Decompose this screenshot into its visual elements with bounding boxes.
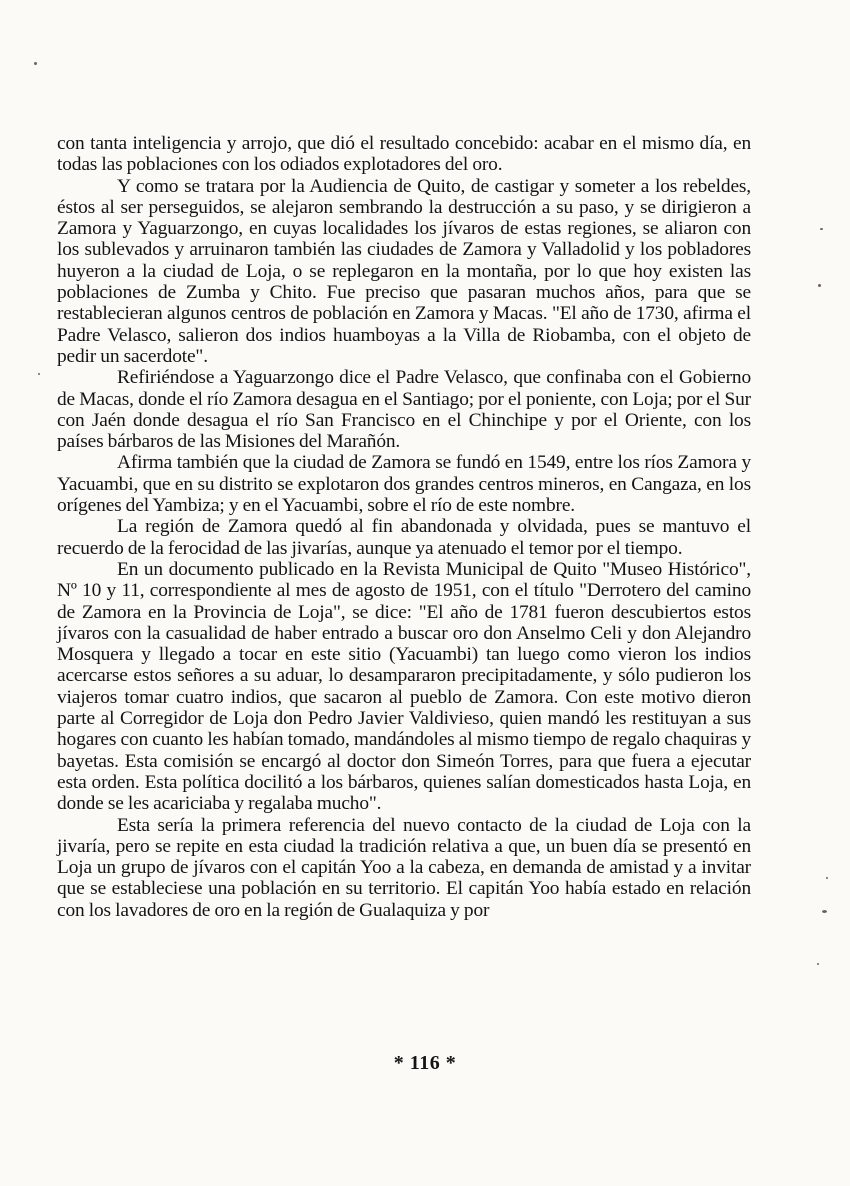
scan-speck: [818, 284, 821, 287]
scan-speck: [38, 373, 40, 375]
paragraph-3: Refiriéndose a Yaguarzongo dice el Padre Velasco, que confinaba con el Gobierno de Macas, donde el río Zamora desagua en el Santiago; por el poniente, con Loja; por el Sur con Jaén donde desagua el río San Francisco en el Chinchipe y por el Oriente, con los países bárbaros de las Misiones del Marañón.: [57, 367, 751, 453]
paragraph-5: La región de Zamora quedó al fin abandonada y olvidada, pues se mantuvo el recuerdo de la ferocidad de las jivarías, aunque ya atenuado el temor por el tiempo.: [57, 516, 751, 559]
paragraph-1: con tanta inteligencia y arrojo, que dió el resultado concebido: acabar en el mismo día, en todas las poblaciones con los odiados explotadores del oro.: [57, 133, 751, 176]
paragraph-7: Esta sería la primera referencia del nuevo contacto de la ciudad de Loja con la jivaría, pero se repite en esta ciudad la tradición relativa a que, un buen día se presentó en Loja un grupo de jívaros con el capitán Yoo a la cabeza, en demanda de amistad y a invitar que se estableciese una población en su territorio. El capitán Yoo había estado en relación con los lavadores de oro en la región de Gualaquiza y por: [57, 814, 751, 921]
scan-speck: [826, 877, 828, 879]
page-number: * 116 *: [393, 1052, 457, 1074]
paragraph-2: Y como se tratara por la Audiencia de Quito, de castigar y someter a los rebeldes, éstos al ser perseguidos, se alejaron sembrando la destrucción a su paso, y se dirigieron a Zamora y Yaguarzongo, en cuyas localidades los jívaros de estas regiones, se aliaron con los sublevados y arruinaron también las ciudades de Zamora y Valladolid y los pobladores huyeron a la ciudad de Loja, o se replegaron en la montaña, por lo que hoy existen las poblaciones de Zumba y Chito. Fue preciso que pasaran muchos años, para que se restablecieran algunos centros de población en Zamora y Macas. "El año de 1730, afirma el Padre Velasco, salieron dos indios huamboyas a la Villa de Riobamba, con el objeto de pedir un sacerdote".: [57, 175, 751, 367]
body-text: [57, 133, 751, 921]
scan-speck: [822, 910, 827, 913]
scan-speck: [34, 62, 37, 65]
scan-speck: [820, 228, 823, 230]
paragraph-6: En un documento publicado en la Revista Municipal de Quito "Museo Histórico", Nº 10 y 11, correspondiente al mes de agosto de 1951, con el título "Derrotero del camino de Zamora en la Provincia de Loja", se dice: "El año de 1781 fueron descubiertos estos jívaros con la casualidad de haber entrado a buscar oro don Anselmo Celi y don Alejandro Mosquera y llegado a tocar en este sitio (Yacuambi) tan luego como vieron los indios acercarse estos señores a su aduar, lo desampararon precipitadamente, y sólo pudieron los viajeros tomar cuatro indios, que sacaron al pueblo de Zamora. Con este motivo dieron parte al Corregidor de Loja don Pedro Javier Valdivieso, quien mandó les restituyan a sus hogares con cuanto les habían tomado, mandándoles al mismo tiempo de regalo chaquiras y bayetas. Esta comisión se encargó al doctor don Simeón Torres, para que fuera a ejecutar esta orden. Esta política docilitó a los bárbaros, quienes salían domesticados hasta Loja, en donde se les acariciaba y regalaba mucho".: [57, 558, 751, 815]
scan-speck: [817, 963, 819, 965]
paragraph-4: Afirma también que la ciudad de Zamora se fundó en 1549, entre los ríos Zamora y Yacuambi, que en su distrito se explotaron dos grandes centros mineros, en Cangaza, en los orígenes del Yambiza; y en el Yacuambi, sobre el río de este nombre.: [57, 452, 751, 517]
